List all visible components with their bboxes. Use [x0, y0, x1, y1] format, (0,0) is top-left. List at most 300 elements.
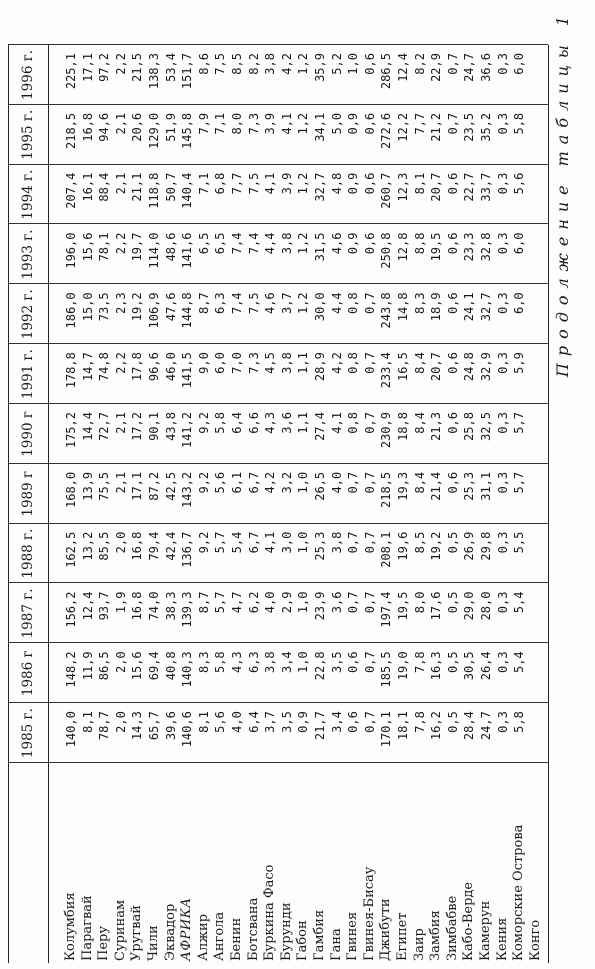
table-cell: 0,3 — [495, 471, 510, 494]
table-cell: 8,4 — [412, 412, 427, 434]
table-cell: 30,0 — [313, 292, 327, 322]
table-cell: 145,8 — [180, 112, 195, 149]
row-label: Буркина Фасо — [262, 864, 278, 961]
table-cell: 7,5 — [213, 53, 228, 75]
row-label: Конго — [527, 919, 543, 961]
table-cell: 4,4 — [263, 232, 278, 255]
table-cell: 141,6 — [180, 232, 195, 269]
table-cell: 40,8 — [163, 651, 178, 681]
table-cell: 143,2 — [180, 471, 195, 508]
table-cell: 0,5 — [445, 711, 460, 733]
table-cell: 196,0 — [64, 232, 78, 269]
table-cell: 144,8 — [180, 292, 195, 329]
table-cell: 3,2 — [279, 471, 294, 494]
table-cell: 5,8 — [512, 112, 527, 135]
table-cell: 118,8 — [147, 172, 161, 209]
table-cell: 31,5 — [313, 232, 327, 262]
table-cell: 25,8 — [462, 412, 477, 441]
table-cell: 72,7 — [97, 412, 112, 441]
table-rule — [8, 45, 9, 963]
table-cell: 19,7 — [130, 232, 145, 262]
table-cell: 0,9 — [346, 112, 361, 135]
table-cell: 28,9 — [313, 352, 327, 382]
table-cell: 28,0 — [479, 591, 493, 621]
table-cell: 74,0 — [147, 591, 161, 621]
table-cell: 22,8 — [313, 651, 327, 681]
table-cell: 20,7 — [429, 172, 444, 202]
table-cell: 3,8 — [263, 53, 278, 75]
table-cell: 2,9 — [279, 591, 294, 614]
column-header: 1990 г — [20, 411, 36, 457]
table-cell: 86,5 — [97, 651, 112, 681]
table-cell: 6,4 — [230, 412, 244, 434]
table-cell: 33,7 — [479, 172, 493, 202]
table-cell: 5,7 — [512, 471, 527, 494]
table-cell: 8,0 — [230, 112, 244, 135]
table-cell: 87,2 — [147, 471, 161, 501]
table-cell: 1,2 — [296, 112, 311, 135]
table-cell: 7,4 — [230, 232, 244, 255]
table-cell: 2,0 — [113, 531, 128, 554]
table-cell: 260,7 — [379, 172, 394, 209]
table-cell: 26,4 — [479, 651, 493, 681]
table-cell: 39,6 — [163, 711, 178, 741]
table-cell: 7,4 — [246, 232, 261, 255]
column-header: 1986 г — [20, 650, 36, 697]
table-cell: 0,6 — [445, 292, 460, 315]
table-cell: 207,4 — [64, 172, 78, 209]
table-cell: 9,0 — [196, 352, 211, 374]
table-cell: 175,2 — [64, 412, 78, 449]
table-cell: 35,9 — [313, 53, 327, 82]
table-cell: 233,4 — [379, 352, 394, 389]
table-cell: 19,5 — [396, 591, 410, 621]
table-cell: 156,2 — [64, 591, 78, 628]
table-cell: 16,1 — [80, 172, 95, 202]
table-cell: 88,4 — [97, 172, 112, 202]
table-cell: 5,8 — [213, 412, 228, 434]
table-cell: 14,8 — [396, 292, 410, 322]
table-cell: 0,3 — [495, 591, 510, 614]
table-cell: 0,3 — [495, 352, 510, 374]
table-cell: 8,8 — [412, 232, 427, 255]
table-cell: 6,0 — [512, 53, 527, 75]
table-cell: 7,0 — [230, 352, 244, 374]
table-cell: 3,4 — [329, 711, 344, 733]
table-cell: 0,6 — [346, 711, 361, 733]
column-header: 1991 г. — [20, 349, 36, 400]
table-cell: 17,6 — [429, 591, 444, 621]
table-cell: 6,2 — [246, 591, 261, 614]
column-header: 1994 г. — [20, 169, 36, 220]
table-cell: 22,7 — [462, 172, 477, 202]
table-cell: 4,5 — [263, 352, 278, 374]
table-cell: 0,5 — [445, 651, 460, 674]
table-cell: 2,2 — [113, 53, 128, 75]
table-cell: 14,4 — [80, 412, 95, 441]
table-cell: 0,7 — [362, 412, 377, 434]
table-cell: 5,7 — [213, 531, 228, 554]
table-cell: 0,6 — [445, 412, 460, 434]
table-cell: 8,4 — [412, 352, 427, 374]
table-cell: 16,8 — [130, 591, 145, 621]
table-cell: 141,2 — [180, 412, 195, 449]
table-cell: 32,7 — [313, 172, 327, 202]
table-cell: 3,6 — [279, 412, 294, 434]
caption-text: Продолжение — [553, 178, 572, 378]
row-label: Ботсвана — [245, 897, 261, 961]
table-cell: 93,7 — [97, 591, 112, 621]
table-cell: 19,6 — [396, 531, 410, 561]
table-cell: 1,9 — [113, 591, 128, 614]
table-cell: 4,6 — [263, 292, 278, 315]
table-cell: 162,5 — [64, 531, 78, 568]
table-cell: 14,3 — [130, 711, 145, 741]
table-cell: 1,2 — [296, 232, 311, 255]
table-cell: 0,7 — [346, 531, 361, 554]
table-cell: 218,5 — [64, 112, 78, 149]
table-cell: 4,0 — [329, 471, 344, 494]
caption-number: 1 — [553, 9, 572, 27]
table-cell: 5,8 — [213, 651, 228, 674]
table-cell: 1,2 — [296, 53, 311, 75]
table-cell: 0,6 — [445, 232, 460, 255]
table-cell: 23,9 — [313, 591, 327, 621]
table-cell: 4,1 — [263, 531, 278, 554]
row-label: Коморские Острова — [511, 824, 527, 961]
table-cell: 97,2 — [97, 53, 112, 82]
table-cell: 7,4 — [230, 292, 244, 315]
table-cell: 7,8 — [412, 711, 427, 733]
table-cell: 12,4 — [396, 53, 410, 82]
table-cell: 79,4 — [147, 531, 161, 561]
table-cell: 6,4 — [246, 711, 261, 733]
table-cell: 14,7 — [80, 352, 95, 382]
row-label: Алжир — [195, 913, 211, 961]
group-label: АФРИКА — [179, 897, 195, 961]
table-cell: 13,2 — [80, 531, 95, 561]
table-cell: 250,8 — [379, 232, 394, 269]
row-label: Камерун — [478, 900, 493, 961]
row-label: Гамбия — [312, 909, 327, 961]
table-cell: 0,3 — [495, 232, 510, 255]
table-cell: 5,4 — [512, 651, 527, 674]
table-cell: 78,1 — [97, 232, 112, 262]
table-cell: 35,2 — [479, 112, 493, 142]
table-cell: 5,0 — [329, 112, 344, 135]
table-cell: 17,1 — [130, 471, 145, 501]
table-cell: 0,3 — [495, 112, 510, 135]
table-cell: 22,9 — [429, 53, 444, 82]
table-cell: 4,7 — [230, 591, 244, 614]
table-cell: 186,0 — [64, 292, 78, 329]
row-label: Бенин — [229, 917, 244, 961]
table-cell: 94,6 — [97, 112, 112, 142]
table-cell: 2,2 — [113, 232, 128, 255]
table-cell: 7,8 — [412, 651, 427, 674]
table-cell: 11,9 — [80, 651, 95, 681]
table-cell: 1,2 — [296, 172, 311, 195]
table-cell: 5,7 — [512, 412, 527, 434]
table-cell: 24,1 — [462, 292, 477, 322]
row-label: Заир — [411, 928, 427, 961]
table-cell: 4,4 — [329, 292, 344, 315]
table-cell: 0,6 — [362, 53, 377, 75]
table-cell: 9,2 — [196, 531, 211, 554]
table-cell: 0,8 — [346, 352, 361, 374]
table-cell: 4,2 — [329, 352, 344, 374]
table-cell: 3,7 — [279, 292, 294, 315]
table-cell: 15,6 — [80, 232, 95, 262]
table-cell: 23,3 — [462, 232, 477, 262]
table-cell: 208,1 — [379, 531, 394, 568]
table-cell: 0,3 — [495, 292, 510, 315]
table-cell: 5,2 — [329, 53, 344, 75]
table-cell: 5,5 — [512, 531, 527, 554]
table-cell: 140,4 — [180, 172, 195, 209]
table-cell: 25,3 — [313, 531, 327, 561]
data-table — [8, 45, 548, 963]
table-cell: 2,1 — [113, 412, 128, 434]
column-header: 1993 г. — [20, 229, 36, 280]
column-header: 1996 г. — [20, 49, 36, 100]
row-label: Кения — [494, 917, 510, 961]
column-header: 1989 г — [20, 470, 36, 517]
table-cell: 3,5 — [279, 711, 294, 733]
table-cell: 5,4 — [512, 591, 527, 614]
table-cell: 25,3 — [462, 471, 477, 501]
table-cell: 24,7 — [479, 711, 493, 741]
table-cell: 48,6 — [163, 232, 178, 262]
table-cell: 129,0 — [147, 112, 161, 149]
table-cell: 8,1 — [80, 711, 95, 733]
table-cell: 4,1 — [279, 112, 294, 135]
row-label: Суринам — [112, 899, 128, 961]
table-cell: 19,2 — [429, 531, 444, 561]
table-cell: 114,0 — [147, 232, 161, 269]
table-cell: 8,1 — [412, 172, 427, 195]
table-cell: 47,6 — [163, 292, 178, 322]
table-cell: 272,6 — [379, 112, 394, 149]
table-cell: 26,5 — [313, 471, 327, 501]
table-cell: 4,6 — [329, 232, 344, 255]
table-cell: 75,5 — [97, 471, 112, 501]
table-cell: 29,0 — [462, 591, 477, 621]
table-cell: 4,1 — [263, 172, 278, 195]
table-cell: 7,1 — [213, 112, 228, 135]
table-cell: 90,1 — [147, 412, 161, 441]
table-cell: 6,5 — [196, 232, 211, 255]
table-cell: 12,4 — [80, 591, 95, 621]
table-cell: 21,1 — [130, 172, 145, 202]
row-label: Гвинея-Бисау — [361, 866, 377, 961]
table-cell: 2,1 — [113, 172, 128, 195]
table-cell: 6,0 — [512, 232, 527, 255]
table-cell: 170,1 — [379, 711, 394, 748]
row-label: Уругвай — [129, 905, 145, 961]
table-cell: 18,9 — [429, 292, 444, 322]
table-cell: 17,1 — [80, 53, 95, 82]
table-cell: 27,4 — [313, 412, 327, 441]
table-cell: 19,0 — [396, 651, 410, 681]
table-cell: 38,3 — [163, 591, 178, 621]
table-cell: 18,1 — [396, 711, 410, 741]
table-cell: 1,0 — [296, 531, 311, 554]
table-cell: 2,0 — [113, 651, 128, 674]
table-cell: 5,8 — [512, 711, 527, 733]
table-cell: 20,7 — [429, 352, 444, 382]
table-cell: 32,7 — [479, 292, 493, 322]
table-cell: 0,7 — [362, 531, 377, 554]
row-label: Зимбабве — [444, 895, 460, 961]
table-cell: 21,3 — [429, 412, 444, 441]
table-cell: 230,9 — [379, 412, 394, 449]
table-cell: 69,4 — [147, 651, 161, 681]
table-cell: 8,7 — [196, 292, 211, 315]
table-cell: 31,1 — [479, 471, 493, 501]
table-cell: 4,3 — [263, 412, 278, 434]
table-cell: 6,3 — [213, 292, 228, 315]
row-label: Бурунди — [278, 902, 294, 961]
table-cell: 8,3 — [412, 292, 427, 315]
column-header: 1992 г. — [20, 289, 36, 340]
table-rule — [48, 45, 49, 963]
table-cell: 13,9 — [80, 471, 95, 501]
row-label: Колумбия — [63, 892, 78, 961]
table-cell: 0,6 — [362, 172, 377, 195]
table-cell: 7,7 — [230, 172, 244, 195]
table-cell: 3,4 — [279, 651, 294, 674]
table-cell: 0,7 — [346, 471, 361, 494]
table-cell: 0,7 — [362, 471, 377, 494]
row-label: Кабо-Верде — [461, 881, 477, 961]
table-cell: 5,6 — [213, 711, 228, 733]
table-cell: 7,7 — [412, 112, 427, 135]
table-cell: 17,2 — [130, 412, 145, 441]
table-cell: 96,6 — [147, 352, 161, 382]
table-cell: 3,6 — [329, 591, 344, 614]
row-label: Гана — [328, 928, 344, 961]
table-cell: 8,7 — [196, 591, 211, 614]
table-cell: 2,2 — [113, 352, 128, 374]
table-cell: 2,1 — [113, 112, 128, 135]
table-cell: 19,2 — [130, 292, 145, 322]
table-cell: 16,3 — [429, 651, 444, 681]
table-cell: 0,7 — [362, 711, 377, 733]
table-cell: 0,8 — [346, 292, 361, 315]
table-cell: 0,8 — [346, 412, 361, 434]
table-cell: 6,6 — [246, 412, 261, 434]
table-cell: 0,7 — [445, 112, 460, 135]
table-cell: 18,8 — [396, 412, 410, 441]
table-cell: 2,1 — [113, 471, 128, 494]
table-cell: 4,1 — [329, 412, 344, 434]
table-cell: 21,4 — [429, 471, 444, 501]
table-cell: 30,5 — [462, 651, 477, 681]
table-cell: 32,5 — [479, 412, 493, 441]
table-cell: 16,2 — [429, 711, 444, 741]
table-cell: 3,7 — [263, 711, 278, 733]
table-cell: 21,2 — [429, 112, 444, 142]
row-label: Перу — [96, 925, 112, 961]
table-cell: 9,2 — [196, 471, 211, 494]
table-cell: 53,4 — [163, 53, 178, 82]
row-label: Египет — [395, 912, 410, 961]
table-cell: 7,9 — [196, 112, 211, 135]
table-cell: 3,8 — [279, 232, 294, 255]
table-cell: 4,3 — [230, 651, 244, 674]
table-cell: 3,8 — [263, 651, 278, 674]
table-cell: 225,1 — [64, 53, 78, 90]
table-cell: 8,5 — [230, 53, 244, 75]
row-label: Парагвай — [79, 895, 95, 961]
column-header: 1988 г. — [20, 528, 36, 579]
row-label: Ангола — [212, 911, 228, 961]
table-cell: 106,9 — [147, 292, 161, 329]
table-cell: 7,1 — [196, 172, 211, 195]
row-label: Эквадор — [162, 903, 178, 961]
table-cell: 1,2 — [296, 292, 311, 315]
table-cell: 8,4 — [412, 471, 427, 494]
table-cell: 6,5 — [213, 232, 228, 255]
table-cell: 0,6 — [445, 352, 460, 374]
table-cell: 148,2 — [64, 651, 78, 688]
table-cell: 21,5 — [130, 53, 145, 82]
table-cell: 0,7 — [362, 292, 377, 315]
table-cell: 0,6 — [362, 112, 377, 135]
table-cell: 7,5 — [246, 292, 261, 315]
table-cell: 5,6 — [213, 471, 228, 494]
row-label: Замбия — [428, 910, 444, 961]
table-cell: 0,9 — [346, 232, 361, 255]
table-cell: 185,5 — [379, 651, 394, 688]
table-cell: 6,1 — [230, 471, 244, 494]
table-cell: 141,5 — [180, 352, 195, 389]
table-cell: 3,0 — [279, 531, 294, 554]
table-cell: 6,7 — [246, 471, 261, 494]
table-cell: 1,0 — [296, 651, 311, 674]
table-cell: 0,3 — [495, 651, 510, 674]
table-cell: 15,0 — [80, 292, 95, 322]
table-cell: 46,0 — [163, 352, 178, 382]
table-cell: 12,3 — [396, 172, 410, 202]
table-cell: 7,3 — [246, 352, 261, 374]
table-cell: 3,9 — [279, 172, 294, 195]
table-cell: 21,7 — [313, 711, 327, 741]
table-cell: 0,7 — [362, 651, 377, 674]
table-cell: 8,0 — [412, 591, 427, 614]
table-cell: 24,7 — [462, 53, 477, 82]
table-cell: 5,4 — [230, 531, 244, 554]
table-cell: 24,8 — [462, 352, 477, 382]
table-cell: 168,0 — [64, 471, 78, 508]
table-cell: 5,9 — [512, 352, 527, 374]
table-cell: 178,8 — [64, 352, 78, 389]
row-label: Гвинея — [345, 911, 361, 961]
table-cell: 3,9 — [263, 112, 278, 135]
table-cell: 3,8 — [279, 352, 294, 374]
table-cell: 23,5 — [462, 112, 477, 142]
table-cell: 6,3 — [246, 651, 261, 674]
table-cell: 2,3 — [113, 292, 128, 315]
table-cell: 32,9 — [479, 352, 493, 382]
table-cell: 8,6 — [196, 53, 211, 75]
table-cell: 140,6 — [180, 711, 195, 748]
table-cell: 50,7 — [163, 172, 178, 202]
table-cell: 26,9 — [462, 531, 477, 561]
table-cell: 0,3 — [495, 711, 510, 733]
table-cell: 7,5 — [246, 172, 261, 195]
